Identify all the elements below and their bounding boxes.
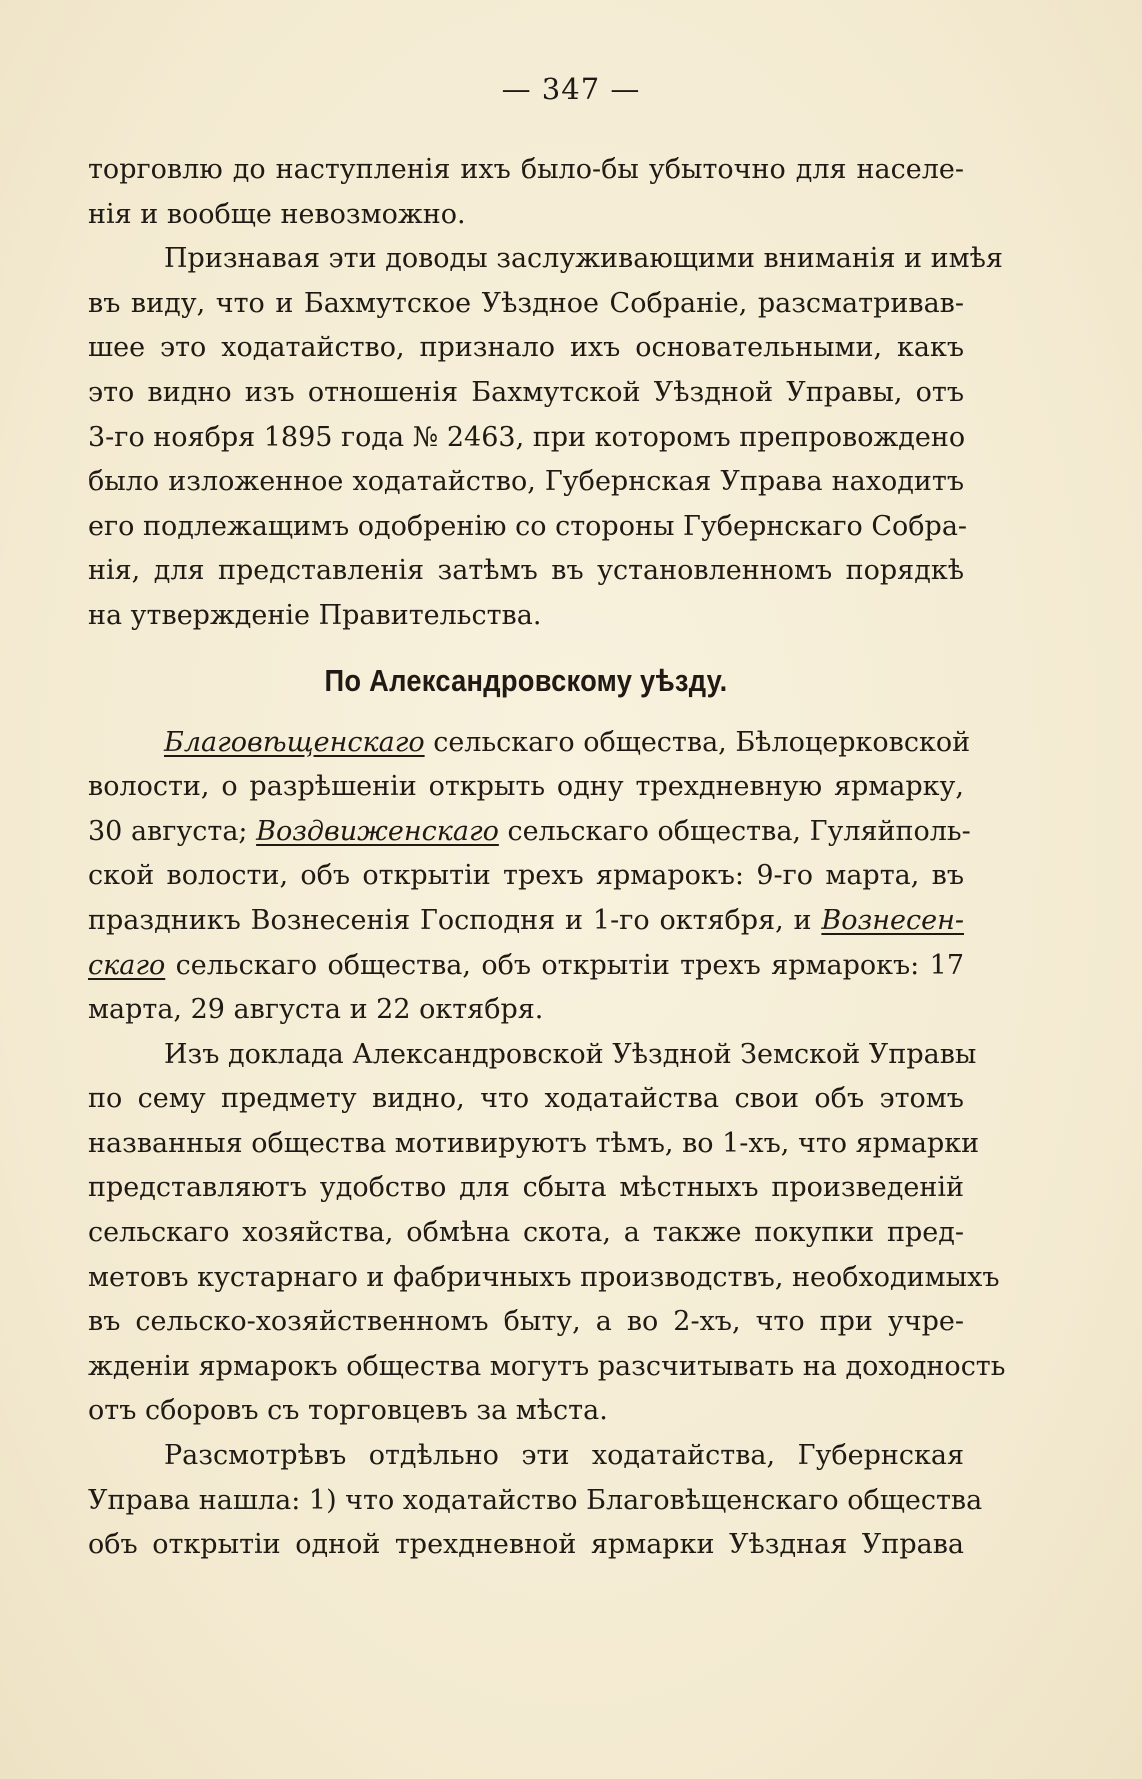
text-fragment: праздникъ Вознесенія Господня и 1-го октября, и xyxy=(88,904,822,936)
text-line: торговлю до наступленія ихъ было-бы убыточно для населе- xyxy=(88,154,964,185)
text-line: названныя общества мотивируютъ тѣмъ, во 1-хъ, что ярмарки xyxy=(88,1127,980,1159)
text-line: это видно изъ отношенія Бахмутской Уѣздной Управы, отъ xyxy=(88,376,964,408)
text-line: его подлежащимъ одобренію со стороны Губернскаго Собра- xyxy=(88,510,968,542)
text-line: отъ сборовъ съ торговцевъ за мѣста. xyxy=(88,1395,608,1427)
page-number: — 347 — xyxy=(501,72,641,106)
text-line: Разсмотрѣвъ отдѣльно эти ходатайства, Губернская xyxy=(164,1440,964,1472)
text-line: на утвержденіе Правительства. xyxy=(88,599,542,631)
text-line: Признавая эти доводы заслуживающими вниманія и имѣя xyxy=(164,243,1003,275)
text-line: сельскаго хозяйства, обмѣна скота, а также покупки пред- xyxy=(88,1217,964,1249)
text-fragment: сельскаго общества, Гуляйполь- xyxy=(498,815,971,847)
text-line: нія, для представленія затѣмъ въ установленномъ порядкѣ xyxy=(88,555,964,587)
text-line: шее это ходатайство, признало ихъ основательными, какъ xyxy=(88,332,964,364)
italic-name: Вознесен- xyxy=(821,904,964,936)
text-line: марта, 29 августа и 22 октября. xyxy=(88,994,544,1026)
text-line xyxy=(88,721,971,766)
text-line xyxy=(88,899,964,944)
text-fragment: сельскаго общества, Бѣлоцерковской xyxy=(424,726,971,758)
text-fragment: сельскаго общества, объ открытіи трехъ ярмарокъ: 17 xyxy=(165,949,964,981)
text-line xyxy=(88,810,971,855)
text-line: Управа нашла: 1) что ходатайство Благовѣщенскаго общества xyxy=(88,1484,983,1516)
text-line: Изъ доклада Александровской Уѣздной Земской Управы xyxy=(164,1038,977,1070)
text-line: жденіи ярмарокъ общества могутъ разсчитывать на доходность xyxy=(88,1350,1006,1382)
italic-name: скаго xyxy=(88,949,166,981)
body-text xyxy=(88,148,1006,1568)
section-heading: По Александровскому уѣзду. xyxy=(324,662,728,698)
text-line: въ виду, что и Бахмутское Уѣздное Собраніе, разсматривав- xyxy=(88,287,964,319)
italic-name: Благовѣщенскаго xyxy=(164,726,425,758)
text-line xyxy=(88,944,964,989)
text-line: было изложенное ходатайство, Губернская Управа находитъ xyxy=(88,466,964,498)
italic-name: Воздвиженскаго xyxy=(256,815,499,847)
text-line: въ сельско-хозяйственномъ быту, а во 2-хъ, что при учре- xyxy=(88,1306,964,1338)
text-line: метовъ кустарнаго и фабричныхъ производствъ, необходимыхъ xyxy=(88,1261,1000,1293)
text-line: ской волости, объ открытіи трехъ ярмарокъ: 9-го марта, въ xyxy=(88,860,964,892)
text-fragment: 30 августа; xyxy=(88,815,257,847)
text-line: представляютъ удобство для сбыта мѣстныхъ произведеній xyxy=(88,1172,964,1204)
text-line: 3-го ноября 1895 года № 2463, при которомъ препровождено xyxy=(88,421,966,453)
text-line: нія и вообще невозможно. xyxy=(88,198,466,230)
text-line: объ открытіи одной трехдневной ярмарки Уѣздная Управа xyxy=(88,1529,964,1561)
text-line: по сему предмету видно, что ходатайства свои объ этомъ xyxy=(88,1083,964,1115)
text-line: волости, о разрѣшеніи открыть одну трехдневную ярмарку, xyxy=(88,771,964,803)
